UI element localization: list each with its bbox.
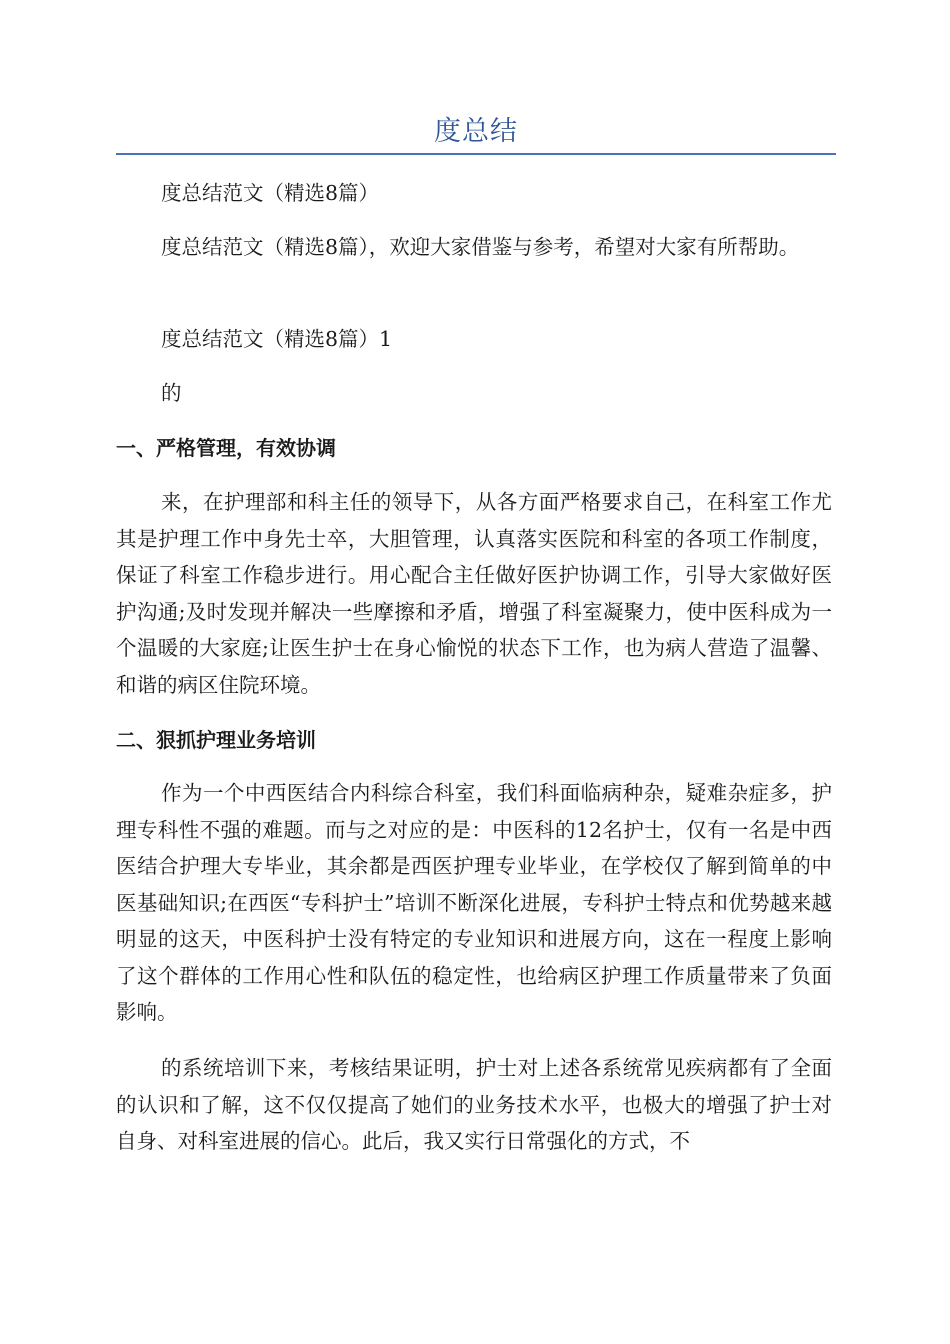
section-number-paragraph: 度总结范文（精选8篇）1 <box>161 327 393 351</box>
title-underline <box>116 153 836 155</box>
section-heading-1: 一、严格管理，有效协调 <box>116 436 336 460</box>
intro-paragraph: 度总结范文（精选8篇），欢迎大家借鉴与参考，希望对大家有所帮助。 <box>161 235 800 259</box>
section-heading-2: 二、狠抓护理业务培训 <box>116 728 316 752</box>
document-title: 度总结 <box>434 116 518 147</box>
management-paragraph: 来，在护理部和科主任的领导下，从各方面严格要求自己，在科室工作尤其是护理工作中身先士卒，大胆管理，认真落实医院和科室的各项工作制度，保证了科室工作稳步进行。用心配合主任做好医护协调工作，引导大家做好医护沟通;及时发现并解决一些摩擦和矛盾，增强了科室凝聚力，使中医科成为一个温暖的大家庭;让医生护士在身心愉悦的状态下工作，也为病人营造了温馨、和谐的病区住院环境。 <box>116 490 832 697</box>
subtitle-paragraph: 度总结范文（精选8篇） <box>161 181 380 205</box>
results-paragraph: 的系统培训下来，考核结果证明，护士对上述各系统常见疾病都有了全面的认识和了解，这不仅仅提高了她们的业务技术水平，也极大的增强了护士对自身、对科室进展的信心。此后，我又实行日常强化的方式，不 <box>116 1056 832 1153</box>
fragment-paragraph: 的 <box>161 381 182 405</box>
training-paragraph: 作为一个中西医结合内科综合科室，我们科面临病种杂，疑难杂症多，护理专科性不强的难题。而与之对应的是：中医科的12名护士，仅有一名是中西医结合护理大专毕业，其余都是西医护理专业毕业，在学校仅了解到简单的中医基础知识;在西医“专科护士”培训不断深化进展，专科护士特点和优势越来越明显的这天，中医科护士没有特定的专业知识和进展方向，这在一程度上影响了这个群体的工作用心性和队伍的稳定性，也给病区护理工作质量带来了负面影响。 <box>116 781 832 1024</box>
